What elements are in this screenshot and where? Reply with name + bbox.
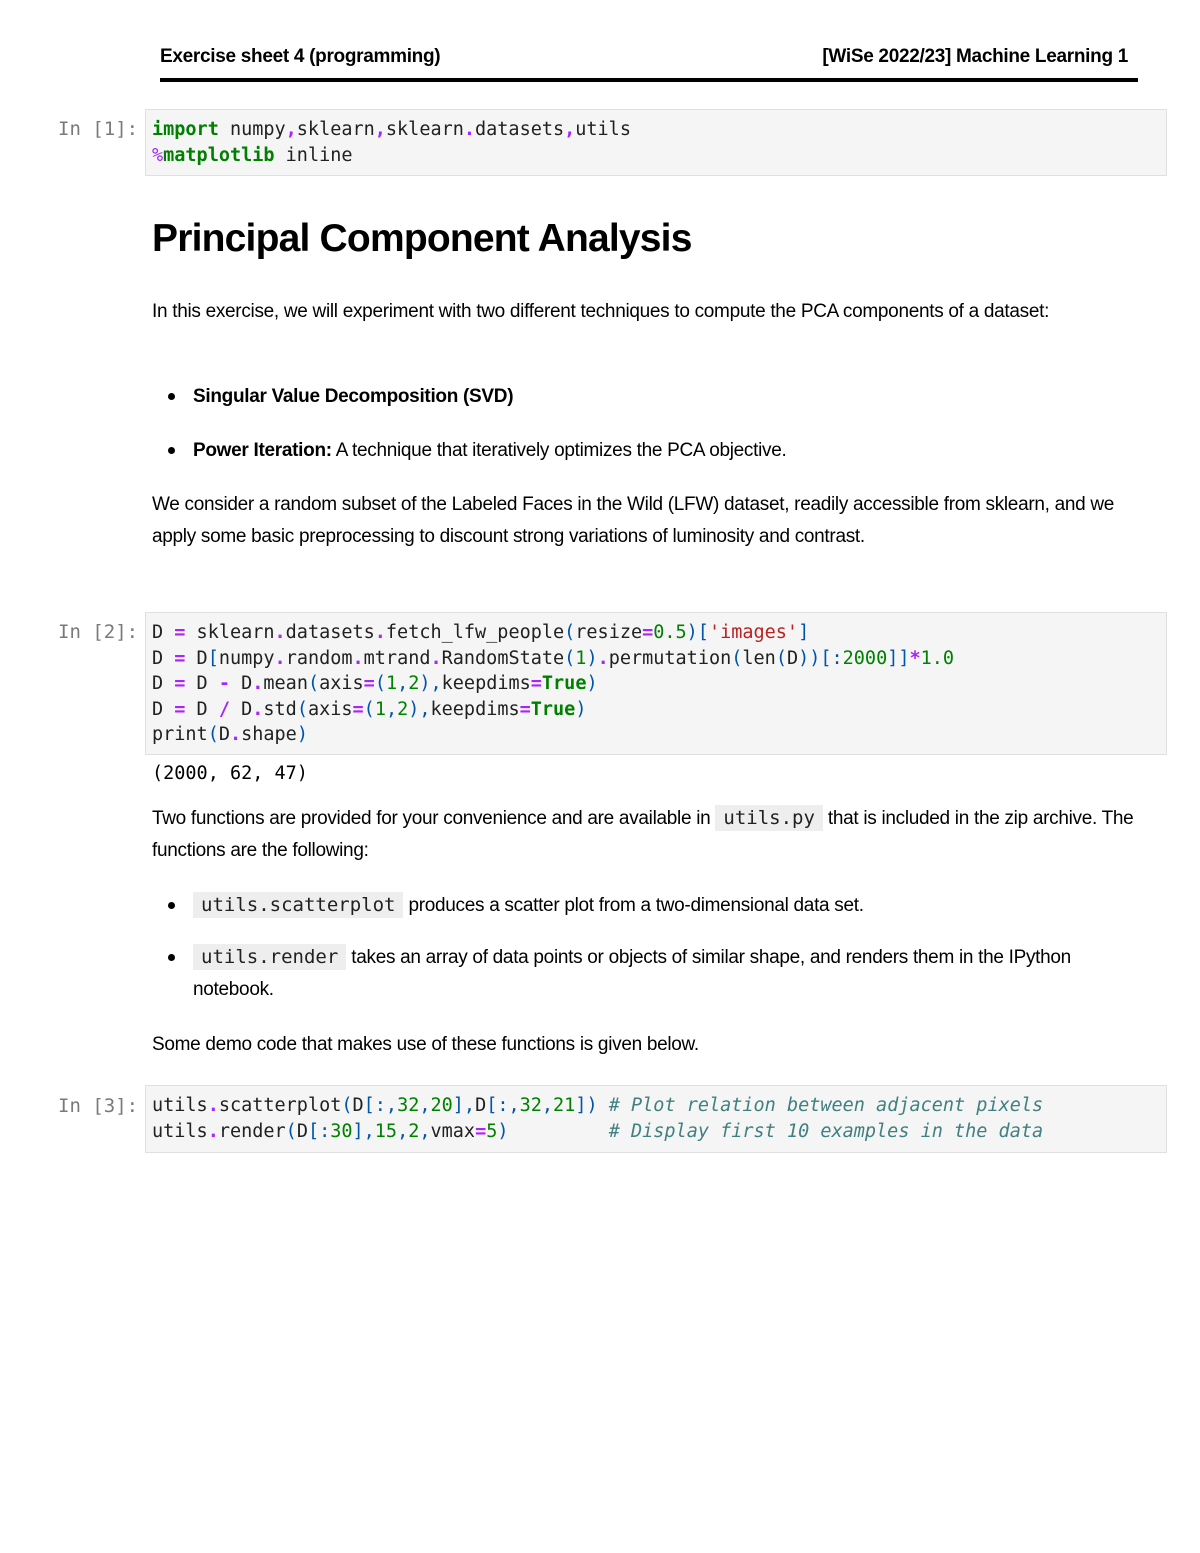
- utils-paragraph-text-a: Two functions are provided for your convenience and are available in: [152, 808, 716, 829]
- list-item-render-text: takes an array of data points or objects of similar shape, and renders them in the IPython notebook.: [193, 947, 1071, 1000]
- bullet-marker: [168, 954, 178, 964]
- code-line: utils.scatterplot(D[:,32,20],D[:,32,21]) # Plot relation between adjacent pixels: [152, 1095, 1044, 1116]
- list-item-render: [193, 941, 1138, 1006]
- render-function-code: utils.render: [193, 944, 346, 970]
- list-item-power-iteration: [193, 435, 1138, 467]
- utils-paragraph: [152, 802, 1137, 867]
- header-right-title: [WiSe 2022/23] Machine Learning 1: [822, 46, 1128, 67]
- code-cell-2[interactable]: [145, 612, 1167, 755]
- page-title: Principal Component Analysis: [152, 217, 692, 260]
- code-line: D = D[numpy.random.mtrand.RandomState(1).permutation(len(D))[:2000]]*1.0: [152, 647, 955, 669]
- code-line: D = D / D.std(axis=(1,2),keepdims=True): [152, 698, 587, 720]
- list-item-scatterplot-text: produces a scatter plot from a two-dimensional data set.: [403, 895, 864, 916]
- bullet-marker: [168, 393, 178, 403]
- demo-paragraph: Some demo code that makes use of these functions is given below.: [152, 1034, 699, 1055]
- bullet-marker: [168, 447, 178, 457]
- code-line: import numpy,sklearn,sklearn.datasets,utils: [152, 119, 631, 140]
- code-line: print(D.shape): [152, 724, 308, 745]
- cell-3-prompt: In [3]:: [58, 1095, 139, 1117]
- scatterplot-function-code: utils.scatterplot: [193, 892, 403, 918]
- cell-2-output: (2000, 62, 47): [152, 763, 308, 784]
- page-header: [160, 44, 1138, 82]
- list-item-svd: [193, 381, 1138, 413]
- cell-1-prompt: In [1]:: [58, 118, 139, 140]
- code-line: D = D - D.mean(axis=(1,2),keepdims=True): [152, 673, 598, 694]
- code-line: %matplotlib inline: [152, 144, 353, 166]
- list-item-power-iteration-label: Power Iteration:: [193, 440, 332, 461]
- code-cell-3[interactable]: [145, 1085, 1167, 1153]
- code-line: D = sklearn.datasets.fetch_lfw_people(resize=0.5)['images']: [152, 622, 810, 643]
- cell-2-prompt: In [2]:: [58, 621, 139, 643]
- utils-file-code: utils.py: [715, 805, 823, 831]
- bullet-marker: [168, 902, 178, 912]
- dataset-paragraph: We consider a random subset of the Labeled Faces in the Wild (LFW) dataset, readily accessible from sklearn, and we apply some basic preprocessing to discount strong variations of luminosity and contrast.: [152, 494, 1115, 547]
- list-item-scatterplot: [193, 889, 1138, 922]
- code-cell-1[interactable]: [145, 109, 1167, 176]
- utils-paragraph-text-b: that is included in the zip archive. The functions are the following:: [152, 808, 1134, 861]
- list-item-power-iteration-text: A technique that iteratively optimizes the PCA objective.: [331, 440, 787, 461]
- header-left-title: Exercise sheet 4 (programming): [160, 46, 441, 67]
- intro-paragraph: In this exercise, we will experiment with two different techniques to compute the PCA components of a dataset:: [152, 301, 1050, 322]
- code-line: utils.render(D[:30],15,2,vmax=5) # Display first 10 examples in the data: [152, 1120, 1044, 1142]
- list-item-svd-label: Singular Value Decomposition (SVD): [193, 386, 514, 407]
